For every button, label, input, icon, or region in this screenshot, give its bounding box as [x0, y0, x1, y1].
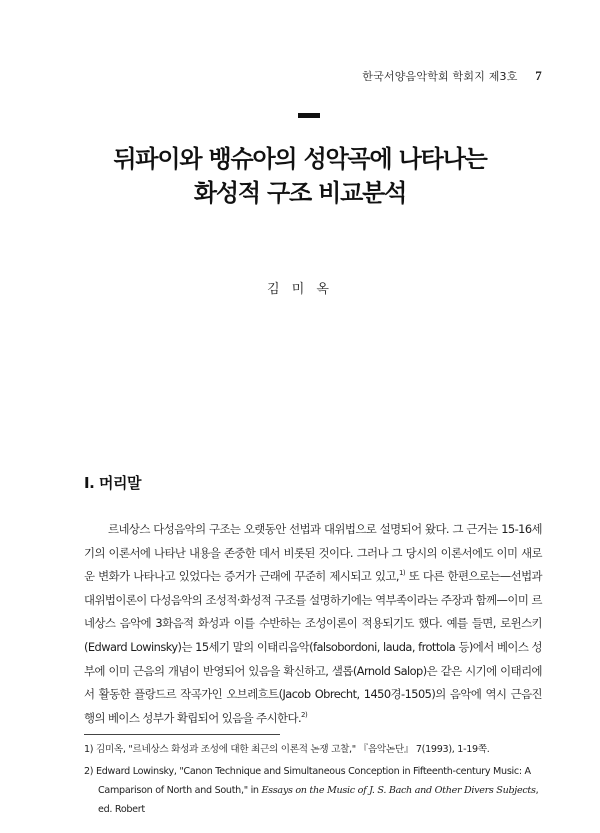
article-title	[0, 142, 600, 210]
title-line-1: 뒤파이와 뱅슈아의 성악곡에 나타나는	[113, 145, 487, 173]
section-heading: I. 머리말	[84, 474, 141, 492]
journal-name: 한국서양음악학회 학회지 제3호	[362, 70, 518, 83]
footnote-2	[84, 762, 544, 819]
footnote-2-text: 2) Edward Lowinsky, "Canon Technique and Simultaneous Conception in Fifteenth-century Music: A Camparison of North and South," in	[84, 766, 531, 796]
title-line-2: 화성적 구조 비교분석	[193, 179, 407, 207]
author-name: 김 미 옥	[267, 282, 333, 297]
footnote-ref-1: 1)	[398, 569, 406, 578]
footnote-1: 1) 김미옥, "르네상스 화성과 조성에 대한 최근의 이론적 논쟁 고찰," 『음악논단』 7(1993), 1-19쪽.	[84, 744, 490, 755]
footnotes	[84, 740, 544, 819]
footnote-ref-2: 2)	[301, 710, 308, 719]
paragraph-text-1: 르네상스 다성음악의 구조는 오랫동안 선법과 대위법으로 설명되어 왔다. 그 근거는 15-16세기의 이론서에 나타난 내용을 존중한 데서 비롯된 것이다. 그러나 그 당시의 이론서에도 이미 새로운 변화가 나타나고 있었다는 증거가 근래에 꾸준히 제시되고 있고,	[84, 522, 542, 584]
chapter-mark	[298, 113, 320, 118]
footnote-2-tail: , ed. Robert	[98, 785, 539, 815]
running-head	[362, 68, 542, 84]
page-number: 7	[535, 68, 542, 83]
paragraph	[84, 518, 542, 730]
body-text	[84, 518, 542, 730]
paragraph-text-2: 또 다른 한편으로는—선법과 대위법이론이 다성음악의 조성적·화성적 구조를 설명하기에는 역부족이라는 주장과 함께—이미 르네상스 음악에 3화음적 화성과 이를 수반하는 조성이론이 적용되기도 했다. 예를 들면, 로윈스키(Edward Lowinsky)는 15세기 말의 이태리음악(falsobordoni, lauda, frottola 등)에서 베이스 성부에 이미 근음의 개념이 반영되어 있음을 확신하고, 샐롭(Arnold Salop)은 같은 시기에 이태리에서 활동한 플랑드르 작곡가인 오브레흐트(Jacob Obrecht, 1450경-1505)의 음악에 역시 근음진행의 베이스 성부가 확립되어 있음을 주시한다.	[84, 569, 542, 725]
footnote-2-book-title: Essays on the Music of J. S. Bach and Other Divers Subjects	[261, 785, 536, 796]
footnote-divider	[84, 734, 280, 735]
